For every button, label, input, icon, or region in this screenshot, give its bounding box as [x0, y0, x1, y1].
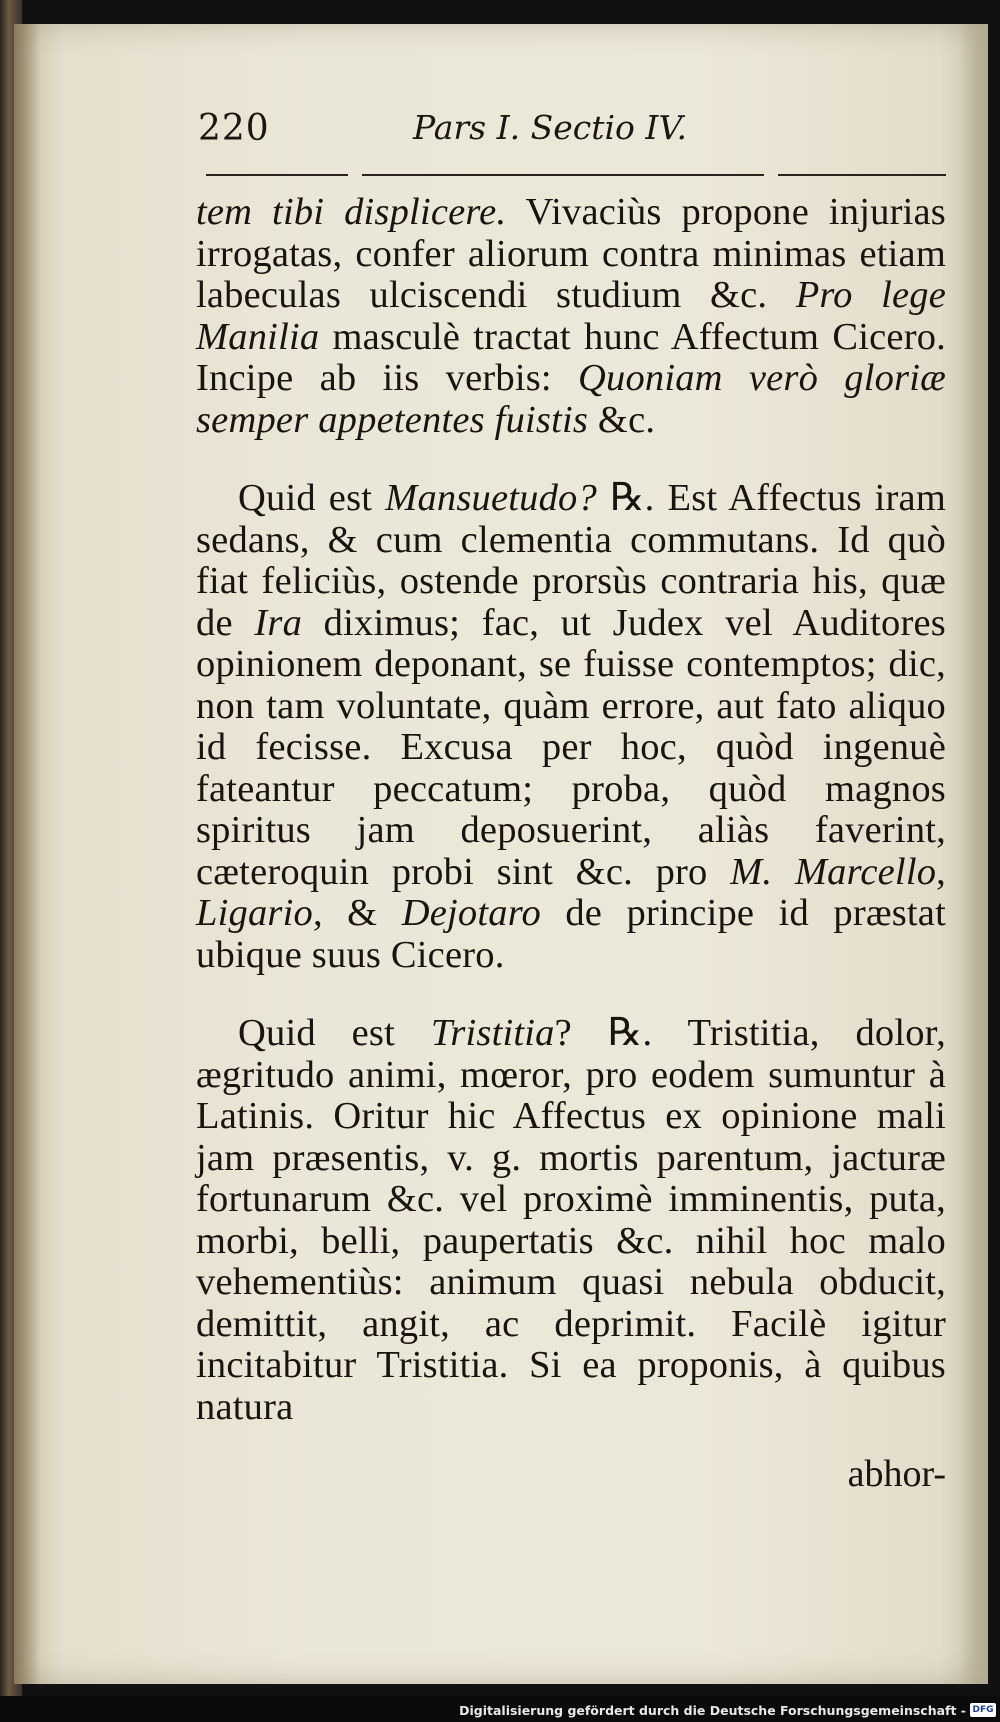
paragraph-tristitia — [196, 1013, 946, 1428]
rule-gap — [764, 173, 778, 177]
italic-phrase: Quoniam verò gloriæ semper appetentes fuistis — [196, 357, 946, 441]
paragraph-continuation — [196, 192, 946, 441]
catchword: abhor- — [847, 1453, 946, 1495]
italic-phrase: Mansuetudo? — [385, 477, 597, 519]
text-run: masculè tractat hunc Affectum Cicero. Incipe ab iis verbis: — [196, 315, 946, 399]
text-run: ℞. Est Affectus iram sedans, & cum clementia commutans. Id quò fiat feliciùs, ostende prorsùs contraria his, quæ de — [196, 477, 946, 644]
italic-phrase: Dejotaro — [401, 892, 541, 934]
text-run: Quid est — [238, 1012, 431, 1054]
paragraph-mansuetudo — [196, 478, 946, 976]
running-title: Pars I. Sectio IV. — [413, 108, 687, 147]
text-run: Quid est — [238, 477, 386, 519]
text-run: , & — [312, 892, 402, 934]
page-shadow-left — [14, 24, 40, 1684]
italic-phrase: Pro lege Manilia — [196, 274, 946, 358]
italic-phrase: Tristitia — [430, 1012, 555, 1054]
footer-bar — [0, 1696, 1000, 1722]
italic-phrase: Ira — [254, 601, 303, 644]
text-run: ? ℞. Tristitia, dolor, ægritudo animi, mœror, pro eodem sumuntur à Latinis. Oritur hic Affectus ex opinione mali jam præsentis, v. g. mortis parentum, jacturæ fortunarum &c. vel proximè imminentis, puta, morbi, belli, paupertatis &c. nihil hoc malo vehementiùs: animum quasi nebula obducit, demittit, angit, ac deprimit. Facilè igitur incitabitur Tristitia. Si ea proponis, à quibus natura — [196, 1012, 946, 1428]
text-run: de principe id præstat ubique suus Cicero. — [196, 892, 946, 976]
text-run: &c. — [588, 398, 656, 441]
italic-phrase: Ligario — [196, 892, 313, 934]
text-run: Vivaciùs propone injurias irrogatas, confer aliorum contra minimas etiam labeculas ulciscendi studium &c. — [196, 191, 946, 316]
page-shadow-right — [960, 24, 988, 1684]
header-rule — [206, 174, 946, 176]
italic-phrase: M. Marcello — [730, 850, 937, 893]
text-run: , — [936, 850, 946, 893]
funding-credit: Digitalisierung gefördert durch die Deutsche Forschungsgemeinschaft - — [459, 1703, 966, 1718]
dfg-logo: DFG — [970, 1703, 996, 1717]
rule-gap — [348, 173, 362, 177]
italic-phrase: tem tibi displicere. — [196, 191, 507, 233]
text-run: diximus; fac, ut Judex vel Auditores opinionem deponant, se fuisse contemptos; dic, non tam voluntate, quàm errore, aut fato aliquo id fecisse. Excusa per hoc, quòd ingenuè fateantur peccatum; proba, quòd magnos spiritus jam deposuerint, aliàs faverint, cæteroquin probi sint &c. pro — [196, 601, 946, 893]
body-text — [196, 192, 946, 1428]
page-header — [198, 108, 943, 158]
page-number: 220 — [198, 108, 270, 149]
